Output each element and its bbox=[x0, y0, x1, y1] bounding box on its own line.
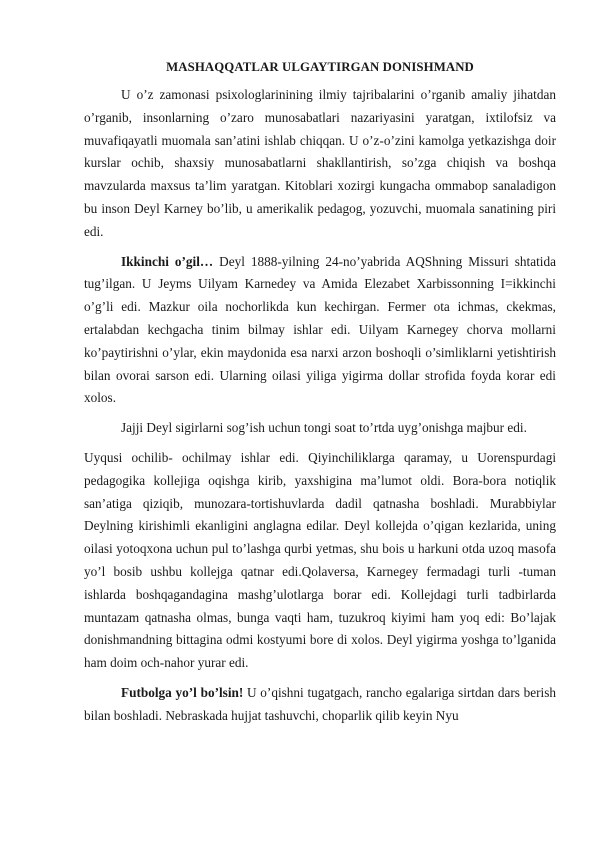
paragraph-milking bbox=[84, 417, 556, 440]
page-title: MASHAQQATLAR ULGAYTIRGAN DONISHMAND bbox=[166, 60, 474, 74]
paragraph-football bbox=[84, 682, 556, 728]
paragraph-second-son bbox=[84, 251, 556, 411]
paragraph-lead: Futbolga yo’l bo’lsin! bbox=[121, 684, 244, 700]
paragraph-college bbox=[84, 447, 556, 675]
paragraph-text: U o’qishni tugatgach, rancho egalariga sirtdan dars berish bilan boshladi. Nebraskada hujjat tashuvchi, choparlik qilib keyin Nyu bbox=[84, 684, 556, 723]
paragraph-text: Uyqusi ochilib- ochilmay ishlar edi. Qiyinchiliklarga qaramay, u Uorenspurdagi pedagogika kollejiga oqishga kirib, yaxshigina ma’lumot oldi. Bora-bora notiqlik san’atiga qiziqib, munozara-tortishuvlarda dadil qatnasha boshladi. Murabbiylar Deylning kirishimli ekanligini anglagna edilar. Deyl kollejda o’qigan kezlarida, uning oilasi yotoqxona uchun pul to’lashga qurbi yetmas, shu bois u harkuni otda uzoq masofa yo’l bosib ushbu kollejga qatnar edi.Qolaversa, Karnegey fermadagi turli -tuman ishlarda boshqagandagina mashg’ulotlarga borar edi. Kollejdagi turli tadbirlarda muntazam qatnasha olmas, bunga vaqti ham, tuzukroq kiyimi ham yoq edi: Bo’lajak donishmandning bittagina odmi kostyumi bore di xolos. Deyl yigirma yoshga to’lganida ham doim och-nahor yurar edi. bbox=[84, 449, 556, 671]
paragraph-lead: Ikkinchi o’gil… bbox=[121, 253, 214, 269]
document-page bbox=[84, 56, 556, 735]
paragraph-text: Jajji Deyl sigirlarni sog’ish uchun tongi soat to’rtda uyg’onishga majbur edi. bbox=[121, 420, 527, 436]
paragraph-text: U o’z zamonasi psixologlarinining ilmiy tajribalarini o’rganib amaliy jihatdan o’rganib, insonlarning o’zaro munosabatlari nazariyasini yaratgan, ixtilofsiz va muvafiqayatli muomala san’atini ishlab chiqqan. U o’z-o’zini kamolga yetkazishga doir kurslar ochib, shaxsiy munosabatlarni shakllantirish, so’zga chiqish va boshqa mavzularda maxsus ta’lim yaratgan. Kitoblari xozirgi kungacha ommabop sanaladigon bu inson Deyl Karney bo’lib, u amerikalik pedagog, yozuvchi, muomala sanatining piri edi. bbox=[84, 87, 556, 239]
paragraph-text: Deyl 1888-yilning 24-no’yabrida AQShning Missuri shtatida tug’ilgan. U Jeyms Uilyam Karnedey va Amida Elezabet Xarbissonning I=ikkinchi o’g’li edi. Mazkur oila nochorlikda kun kechirgan. Fermer ota ichmas, ckekmas, ertalabdan kechgacha tinim bilmay ishlar edi. Uilyam Karnegey chorva mollarni ko’paytirishni o’ylar, ekin maydonida esa narxi arzon boshoqli o’simliklarni yetishtirish bilan ovorai sarson edi. Ularning oilasi yiliga yigirma dollar strofida foyda korar edi xolos. bbox=[84, 253, 556, 406]
paragraph-intro bbox=[84, 84, 556, 244]
